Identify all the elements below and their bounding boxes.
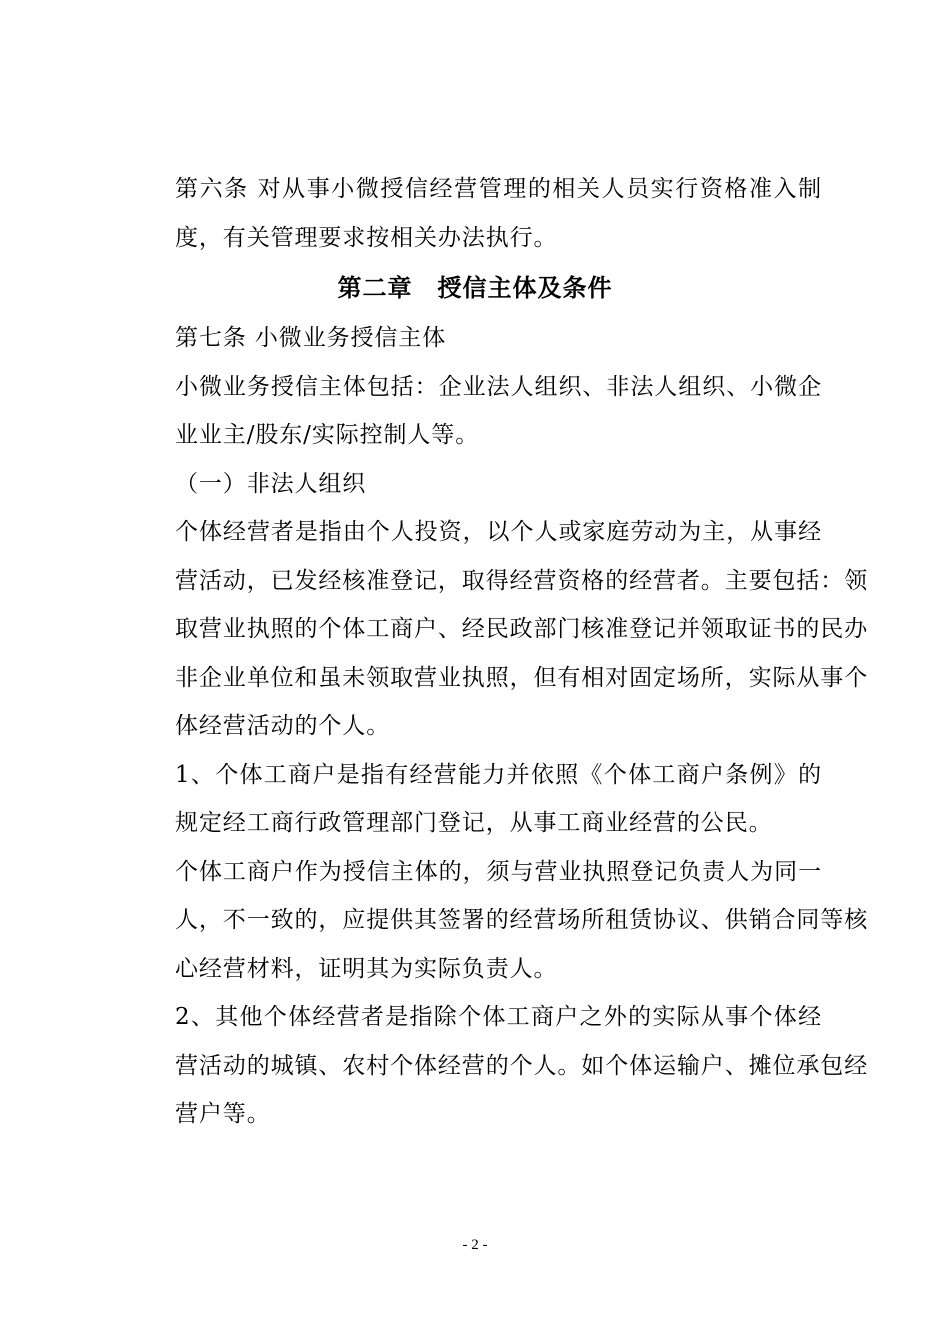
text-line: 第七条 小微业务授信主体 <box>175 325 447 351</box>
article-6-paragraph <box>128 165 822 262</box>
text-line: 营活动的城镇、农村个体经营的个人。如个体运输户、摊位承包经 <box>175 1052 869 1079</box>
section-1-heading <box>128 460 822 509</box>
individual-operator-paragraph <box>128 508 869 751</box>
text-line: 度，有关管理要求按相关办法执行。 <box>175 224 558 251</box>
text-line: 体经营活动的个人。 <box>175 713 391 739</box>
item-2-paragraph <box>128 993 869 1139</box>
text-line: 小微业务授信主体包括：企业法人组织、非法人组织、小微企 <box>175 373 822 400</box>
item-1-detail-paragraph <box>128 848 869 994</box>
text-line: 个体工商户作为授信主体的，须与营业执照登记负责人为同一 <box>175 858 822 885</box>
text-line: 业业主/股东/实际控制人等。 <box>175 422 480 448</box>
text-line: 人，不一致的，应提供其签署的经营场所租赁协议、供销合同等核 <box>175 907 869 933</box>
subjects-paragraph <box>128 363 822 460</box>
text-line: 第六条 对从事小微授信经营管理的相关人员实行资格准入制 <box>175 176 822 202</box>
text-line: 1、个体工商户是指有经营能力并依照《个体工商户条例》的 <box>175 761 822 788</box>
item-1-paragraph <box>128 751 822 848</box>
text-line: 营户等。 <box>175 1101 271 1127</box>
text-line: 营活动，已发经核准登记，取得经营资格的经营者。主要包括：领 <box>175 567 869 594</box>
text-line: 取营业执照的个体工商户、经民政部门核准登记并领取证书的民办 <box>175 616 869 642</box>
text-line: 心经营材料，证明其为实际负责人。 <box>175 955 558 982</box>
page-number: - 2 - <box>462 1237 488 1253</box>
text-line: （一）非法人组织 <box>175 470 367 497</box>
text-line: 非企业单位和虽未领取营业执照，但有相对固定场所，实际从事个 <box>175 664 869 691</box>
document-body <box>128 165 869 1139</box>
text-line: 规定经工商行政管理部门登记，从事工商业经营的公民。 <box>175 810 773 836</box>
article-7-heading <box>128 314 822 363</box>
chapter-title: 第二章 授信主体及条件 <box>337 274 613 302</box>
text-line: 2、其他个体经营者是指除个体工商户之外的实际从事个体经 <box>175 1004 822 1030</box>
text-line: 个体经营者是指由个人投资，以个人或家庭劳动为主，从事经 <box>175 519 822 545</box>
